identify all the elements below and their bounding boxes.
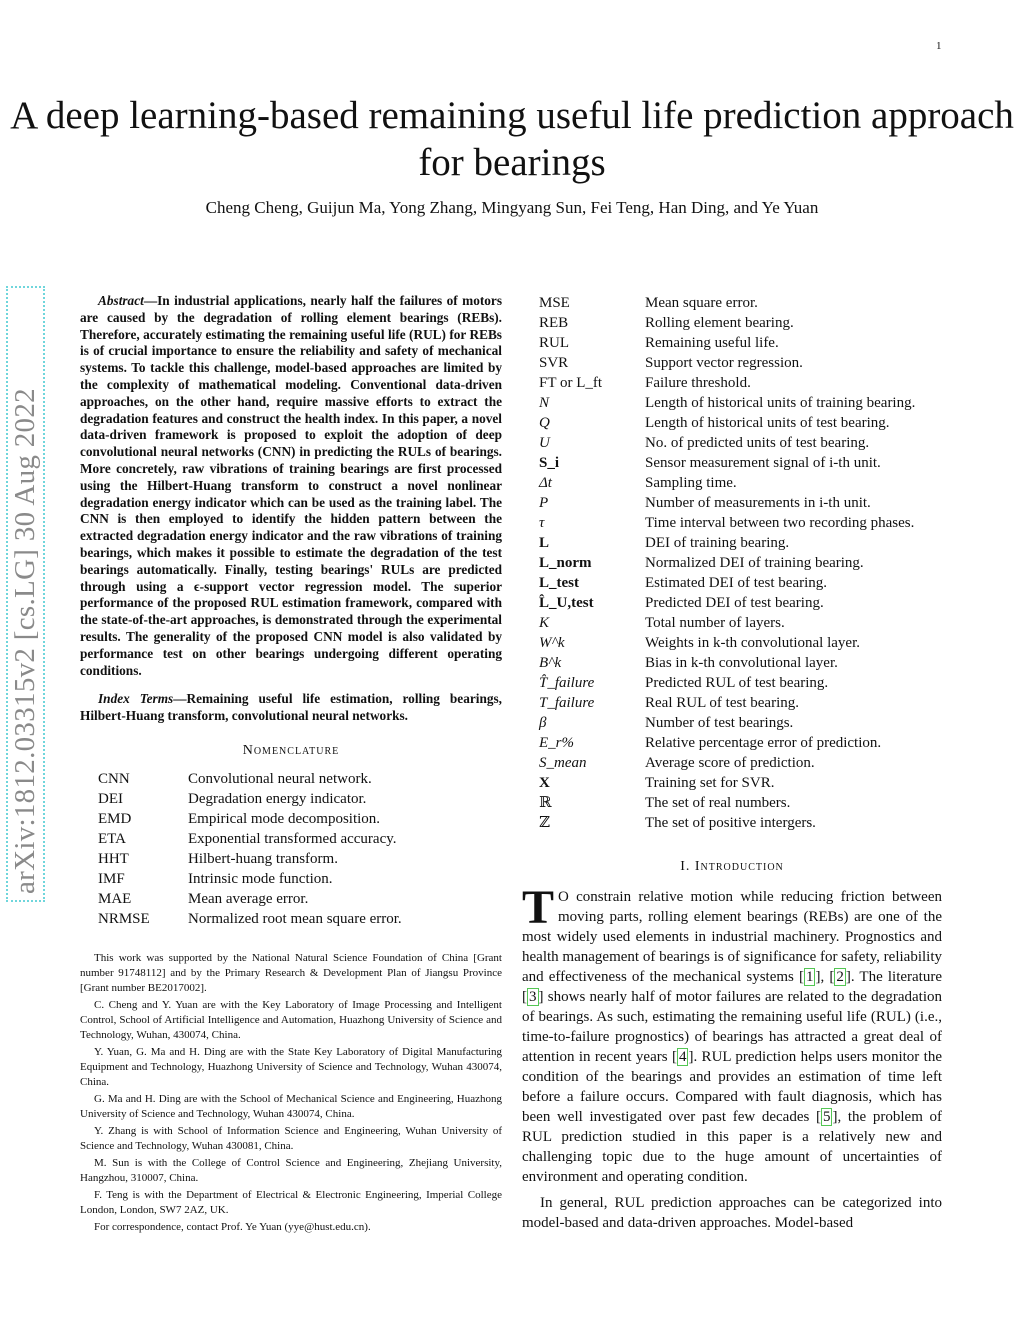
nomenclature-desc: Mean average error. <box>188 890 309 907</box>
nomenclature-row <box>539 593 942 613</box>
intro-text: , the problem of RUL prediction studied in this paper is a relatively new and challenging topic due to the huge amount of uncertainties of environment and operating condition. <box>522 1109 943 1185</box>
nomenclature-term: L_norm <box>539 555 592 571</box>
nomenclature-desc: The set of real numbers. <box>645 795 791 811</box>
citation-link[interactable]: 3 <box>529 989 537 1005</box>
nomenclature-row <box>539 493 942 513</box>
nomenclature-desc: Support vector regression. <box>645 355 803 371</box>
intro-text: . The literature <box>850 969 942 985</box>
nomenclature-desc: Predicted DEI of test bearing. <box>645 595 824 611</box>
nomenclature-term: τ <box>539 515 545 531</box>
nomenclature-desc: Remaining useful life. <box>645 335 779 351</box>
nomenclature-row <box>539 513 942 533</box>
citation-link[interactable]: 1 <box>805 969 814 985</box>
nomenclature-row <box>539 393 942 413</box>
nomenclature-row <box>539 773 942 793</box>
intro-text: shows nearly half of motor failures are related to the degradation of bearings. As such, estimating the remaining useful life (RUL) (i.e., time-to-failure prognostics) of bearings has attracted a great deal of attention in recent years <box>522 989 942 1065</box>
nomenclature-row <box>539 813 942 833</box>
page-number: 1 <box>936 40 942 52</box>
nomenclature-desc: Training set for SVR. <box>645 775 775 791</box>
nomenclature-row <box>98 769 502 789</box>
footnote-funding: This work was supported by the National Natural Science Foundation of China [Grant number 91748112] and by the Primary Research & Development Plan of Jiangsu Province [Grant number BE2017002]. <box>80 951 502 994</box>
nomenclature-heading: Nomenclature <box>242 742 340 758</box>
nomenclature-row <box>539 293 942 313</box>
nomenclature-row <box>98 909 502 929</box>
intro-text: O constrain relative motion while reducing friction between moving parts, rolling element bearings (REBs) are one of the most widely used elements in industrial machinery. Prognostics and health management of bearings is of significance for safety, reliability and effectiveness of the mechanical systems <box>522 889 942 985</box>
nomenclature-desc: Relative percentage error of prediction. <box>645 735 882 751</box>
nomenclature-term: X <box>539 775 550 791</box>
nomenclature-row <box>539 473 942 493</box>
nomenclature-row <box>539 553 942 573</box>
nomenclature-row <box>539 353 942 373</box>
nomenclature-desc: Time interval between two recording phases. <box>645 515 915 531</box>
nomenclature-term: ETA <box>98 830 126 847</box>
nomenclature-term: ℝ <box>539 795 552 811</box>
left-column <box>80 293 502 1237</box>
intro-text: . RUL prediction helps users monitor the condition of the bearings and provides an estimation of time left before a failure occurs. Compared with fault diagnosis, which has been well investigated over past few decades <box>522 1049 942 1125</box>
nomenclature-term: CNN <box>98 770 130 787</box>
nomenclature-term: FT or L_ft <box>539 375 603 391</box>
nomenclature-term: S_mean <box>539 755 587 771</box>
nomenclature-desc: Mean square error. <box>645 295 758 311</box>
nomenclature-term: W^k <box>539 635 565 651</box>
nomenclature-list-left <box>98 769 502 929</box>
nomenclature-row <box>539 673 942 693</box>
footnote-correspondence: For correspondence, contact Prof. Ye Yuan (yye@hust.edu.cn). <box>94 1220 371 1233</box>
nomenclature-desc: The set of positive intergers. <box>645 815 816 831</box>
abstract-text: —In industrial applications, nearly half the failures of motors are caused by the degradation of rolling element bearings (REBs). Therefore, accurately estimating the remaining useful life (RUL) for REBs is of crucial importance to ensure the reliability and safety of mechanical systems. To tackle this challenge, model-based approaches are limited by the complexity of mathematical modeling. Conventional data-driven approaches, on the other hand, require massive efforts to extract the degradation features and construct the health index. In this paper, a novel data-driven framework is proposed to exploit the adoption of deep convolutional neural networks (CNN) in predicting the RULs of bearings. More concretely, raw vibrations of training bearings are first processed using the Hilbert-Huang transform to construct a novel nonlinear degradation energy indicator which can be used as the training label. The CNN is then employed to identify the hidden pattern between the extracted degradation energy indicator and the raw vibrations of training bearings, which makes it possible to estimate the degradation of the test bearings automatically. Finally, testing bearings' RULs are predicted through using a ϵ-support vector regression model. The superior performance of the proposed RUL estimation framework, compared with the state-of-the-art approaches, is demonstrated through the experimental results. The generality of the proposed CNN model is also validated by performance test on other bearings undergoing different operating conditions. <box>80 293 502 678</box>
nomenclature-desc: Number of test bearings. <box>645 715 794 731</box>
nomenclature-desc: Length of historical units of training bearing. <box>645 395 916 411</box>
nomenclature-term: β <box>539 715 547 731</box>
nomenclature-term: L <box>539 535 550 551</box>
nomenclature-desc: Failure threshold. <box>645 375 751 391</box>
abstract-label: Abstract <box>98 293 144 308</box>
nomenclature-row <box>539 713 942 733</box>
citation-link[interactable]: 5 <box>822 1109 831 1125</box>
nomenclature-term: RUL <box>539 335 569 351</box>
nomenclature-row <box>98 829 502 849</box>
nomenclature-term: Δt <box>539 475 552 491</box>
nomenclature-desc: Predicted RUL of test bearing. <box>645 675 829 691</box>
nomenclature-term: IMF <box>98 870 125 887</box>
nomenclature-desc: Real RUL of test bearing. <box>645 695 799 711</box>
nomenclature-desc: Estimated DEI of test bearing. <box>645 575 828 591</box>
nomenclature-desc: Hilbert-huang transform. <box>188 850 338 867</box>
nomenclature-term: SVR <box>539 355 569 371</box>
index-terms <box>80 691 502 725</box>
footnote-affiliation: G. Ma and H. Ding are with the School of Mechanical Science and Engineering, Huazhong University of Science and Technology, Wuhan 430074, China. <box>80 1092 502 1120</box>
arxiv-identifier[interactable]: arXiv:1812.03315v2 [cs.LG] 30 Aug 2022 <box>6 286 45 902</box>
paper-title: A deep learning-based remaining useful life prediction approach for bearings <box>10 94 1014 184</box>
nomenclature-row <box>539 753 942 773</box>
nomenclature-term: T̂_failure <box>539 675 595 691</box>
nomenclature-term: S_i <box>539 455 560 471</box>
nomenclature-desc: Bias in k-th convolutional layer. <box>645 655 838 671</box>
nomenclature-row <box>539 633 942 653</box>
nomenclature-desc: Intrinsic mode function. <box>188 870 333 887</box>
nomenclature-row <box>98 809 502 829</box>
nomenclature-list-right <box>539 293 942 833</box>
citation-link[interactable]: 4 <box>678 1049 687 1065</box>
nomenclature-row <box>539 433 942 453</box>
footnote-affiliation: F. Teng is with the Department of Electrical & Electronic Engineering, Imperial College London, London, SW7 2AZ, UK. <box>80 1188 502 1216</box>
footnotes <box>80 951 502 1235</box>
nomenclature-term: N <box>539 395 550 411</box>
nomenclature-term: K <box>539 615 550 631</box>
nomenclature-desc: Average score of prediction. <box>645 755 815 771</box>
nomenclature-row <box>98 869 502 889</box>
nomenclature-desc: Empirical mode decomposition. <box>188 810 381 827</box>
citation-link[interactable]: 2 <box>836 969 844 985</box>
nomenclature-term: HHT <box>98 850 129 867</box>
nomenclature-term: REB <box>539 315 569 331</box>
nomenclature-desc: Sensor measurement signal of i-th unit. <box>645 455 881 471</box>
nomenclature-desc: Convolutional neural network. <box>188 770 372 787</box>
nomenclature-row <box>539 453 942 473</box>
author-list: Cheng Cheng, Guijun Ma, Yong Zhang, Mingyang Sun, Fei Teng, Han Ding, and Ye Yuan <box>205 198 819 217</box>
nomenclature-term: T_failure <box>539 695 595 711</box>
nomenclature-term: B^k <box>539 655 562 671</box>
nomenclature-term: E_r% <box>539 735 574 751</box>
footnote-affiliation: M. Sun is with the College of Control Science and Engineering, Zhejiang University, Hangzhou, 310007, China. <box>80 1156 502 1184</box>
nomenclature-row <box>98 849 502 869</box>
nomenclature-row <box>539 373 942 393</box>
nomenclature-row <box>539 333 942 353</box>
nomenclature-desc: Total number of layers. <box>645 615 785 631</box>
nomenclature-term: DEI <box>98 790 123 807</box>
nomenclature-term: NRMSE <box>98 910 150 927</box>
abstract <box>80 293 502 679</box>
nomenclature-term: Q <box>539 415 550 431</box>
nomenclature-term: U <box>539 435 550 451</box>
nomenclature-desc: Normalized DEI of training bearing. <box>645 555 864 571</box>
nomenclature-row <box>539 413 942 433</box>
nomenclature-row <box>539 733 942 753</box>
footnote-affiliation: Y. Zhang is with School of Information Science and Engineering, Wuhan University of Science and Technology, Wuhan 430081, China. <box>80 1124 502 1152</box>
nomenclature-row <box>539 313 942 333</box>
nomenclature-term: L_test <box>539 575 579 591</box>
nomenclature-row <box>539 693 942 713</box>
nomenclature-term: MAE <box>98 890 132 907</box>
index-terms-label: Index Terms <box>98 691 174 707</box>
nomenclature-row <box>539 653 942 673</box>
introduction-body <box>522 881 943 1233</box>
nomenclature-row <box>98 789 502 809</box>
nomenclature-desc: Exponential transformed accuracy. <box>188 830 397 847</box>
footnote-affiliation: Y. Yuan, G. Ma and H. Ding are with the State Key Laboratory of Digital Manufacturing Equipment and Technology, Huazhong University of Science and Technology, Wuhan 430074, China. <box>80 1045 502 1088</box>
nomenclature-row <box>539 793 942 813</box>
nomenclature-row <box>98 889 502 909</box>
section-heading-introduction: I. Introduction <box>680 859 784 874</box>
nomenclature-desc: DEI of training bearing. <box>645 535 790 551</box>
drop-cap: T <box>522 881 555 934</box>
nomenclature-desc: Number of measurements in i-th unit. <box>645 495 871 511</box>
nomenclature-desc: Normalized root mean square error. <box>188 910 402 927</box>
nomenclature-term: L̂_U,test <box>539 595 594 611</box>
nomenclature-term: MSE <box>539 295 570 311</box>
intro-paragraph-1: T O constrain relative motion while reducing friction between moving parts, rolling element bearings (REBs) are one of the most widely used elements in industrial machinery. Prognostics and health management of bearings is of significance for safety, reliability and effectiveness of the mechanical systems [ 1 ], [ 2 ]. The literature [ 3 ] shows nearly half of motor failures are related to the degradation of bearings. As such, estimating the remaining useful life (RUL) (i.e., time-to-failure prognostics) of bearings has attracted a great deal of attention in recent years [ 4 ]. RUL prediction helps users monitor the condition of the bearings and provides an estimation of time left before a failure occurs. Compared with fault diagnosis, which has been well investigated over past few decades [ 5 ], the problem of RUL prediction studied in this paper is a relatively new and challenging topic due to the huge amount of uncertainties of environment and operating condition. <box>522 881 943 1185</box>
footnote-affiliation: C. Cheng and Y. Yuan are with the Key Laboratory of Image Processing and Intelligent Control, School of Artificial Intelligence and Automation, Huazhong University of Science and Technology, Wuhan, 430074, China. <box>80 998 502 1041</box>
nomenclature-term: EMD <box>98 810 132 827</box>
nomenclature-desc: Degradation energy indicator. <box>188 790 367 807</box>
right-column <box>522 293 942 1239</box>
nomenclature-term: P <box>539 495 549 511</box>
intro-paragraph-2: In general, RUL prediction approaches can be categorized into model-based and data-driven approaches. Model-based <box>522 1195 942 1231</box>
nomenclature-desc: No. of predicted units of test bearing. <box>645 435 870 451</box>
index-terms-text: —Remaining useful life estimation, rolling bearings, Hilbert-Huang transform, convolutional neural networks. <box>80 691 502 724</box>
nomenclature-desc: Rolling element bearing. <box>645 315 794 331</box>
nomenclature-row <box>539 613 942 633</box>
nomenclature-desc: Weights in k-th convolutional layer. <box>645 635 861 651</box>
nomenclature-desc: Sampling time. <box>645 475 737 491</box>
nomenclature-term: ℤ <box>539 815 550 831</box>
nomenclature-row <box>539 533 942 553</box>
nomenclature-row <box>539 573 942 593</box>
nomenclature-desc: Length of historical units of test bearing. <box>645 415 890 431</box>
